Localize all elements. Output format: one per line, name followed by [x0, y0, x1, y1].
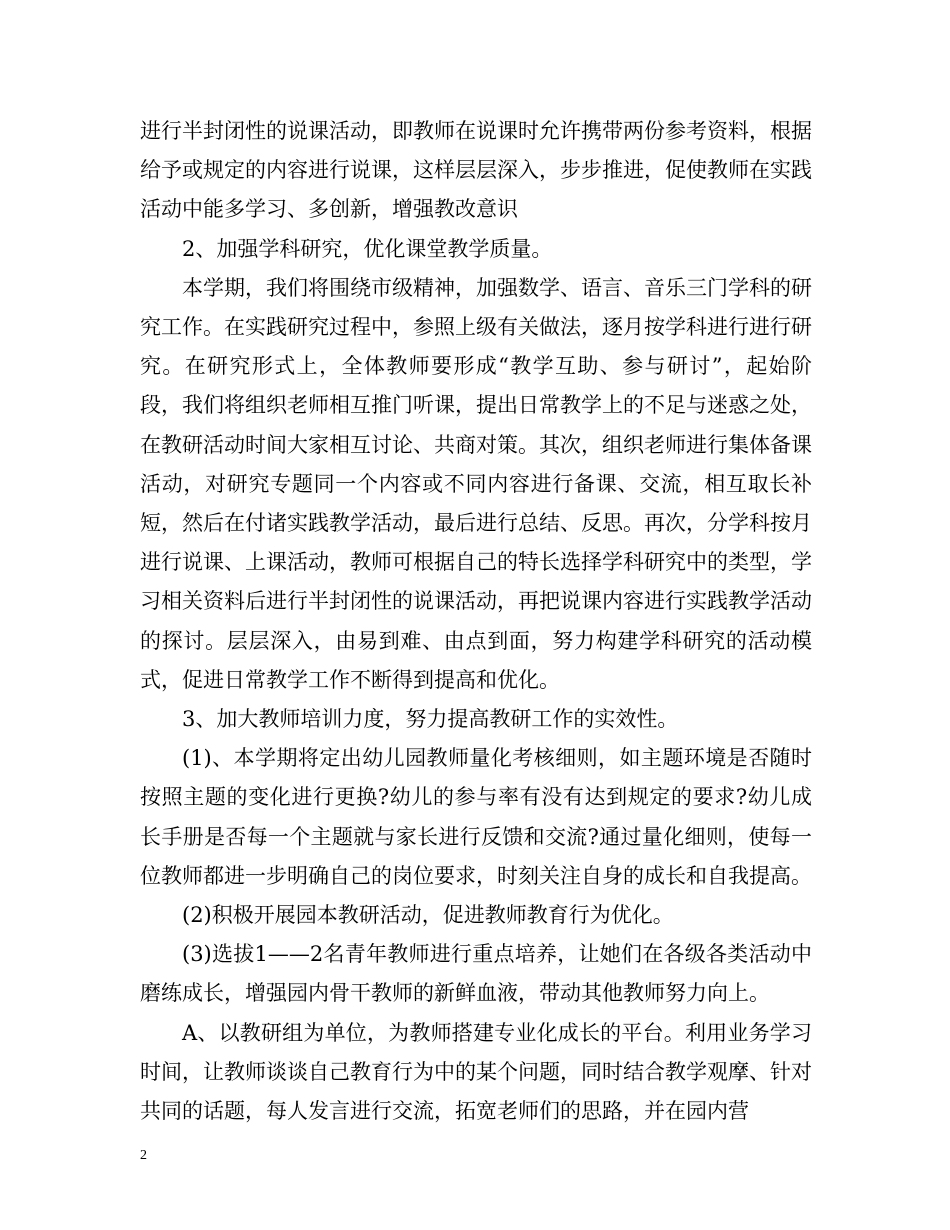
- paragraph-heading-3: 3、加大教师培训力度，努力提高教研工作的实效性。: [182, 707, 679, 732]
- paragraph-research: 本学期，我们将围绕市级精神，加强数学、语言、音乐三门学科的研究工作。在实践研究过程中，参照上级有关做法，逐月按学科进行进行研究。在研究形式上，全体教师要形成“教学互助、参与研讨”，起始阶段，我们将组织老师相互推门听课，提出日常教学上的不足与迷惑之处，在教研活动时间大家相互讨论、共商对策。其次，组织老师进行集体备课活动，对研究专题同一个内容或不同内容进行备课、交流，相互取长补短，然后在付诸实践教学活动，最后进行总结、反思。再次，分学科按月进行说课、上课活动，教师可根据自己的特长选择学科研究中的类型，学习相关资料后进行半封闭性的说课活动，再把说课内容进行实践教学活动的探讨。层层深入，由易到难、由点到面，努力构建学科研究的活动模式，促进日常教学工作不断得到提高和优化。: [140, 275, 812, 692]
- paragraph-item-3: (3)选拔1——2名青年教师进行重点培养，让她们在各级各类活动中磨练成长，增强园内骨干教师的新鲜血液，带动其他教师努力向上。: [140, 942, 812, 1006]
- document-body: [140, 112, 812, 1131]
- paragraph-item-1: (1)、本学期将定出幼儿园教师量化考核细则，如主题环境是否随时按照主题的变化进行更换?幼儿的参与率有没有达到规定的要求?幼儿成长手册是否每一个主题就与家长进行反馈和交流?通过量化细则，使每一位教师都进一步明确自己的岗位要求，时刻关注自身的成长和自我提高。: [140, 746, 812, 888]
- paragraph-item-a: A、以教研组为单位，为教师搭建专业化成长的平台。利用业务学习时间，让教师谈谈自己教育行为中的某个问题，同时结合教学观摩、针对共同的话题，每人发言进行交流，拓宽老师们的思路，并在园内营: [140, 1020, 812, 1124]
- paragraph-continuation: 进行半封闭性的说课活动，即教师在说课时允许携带两份参考资料，根据给予或规定的内容进行说课，这样层层深入，步步推进，促使教师在实践活动中能多学习、多创新，增强教改意识: [140, 119, 812, 222]
- paragraph-item-2: (2)积极开展园本教研活动，促进教师教育行为优化。: [182, 903, 674, 928]
- page-number: 2: [140, 1148, 147, 1163]
- paragraph-heading-2: 2、加强学科研究，优化课堂教学质量。: [182, 236, 553, 261]
